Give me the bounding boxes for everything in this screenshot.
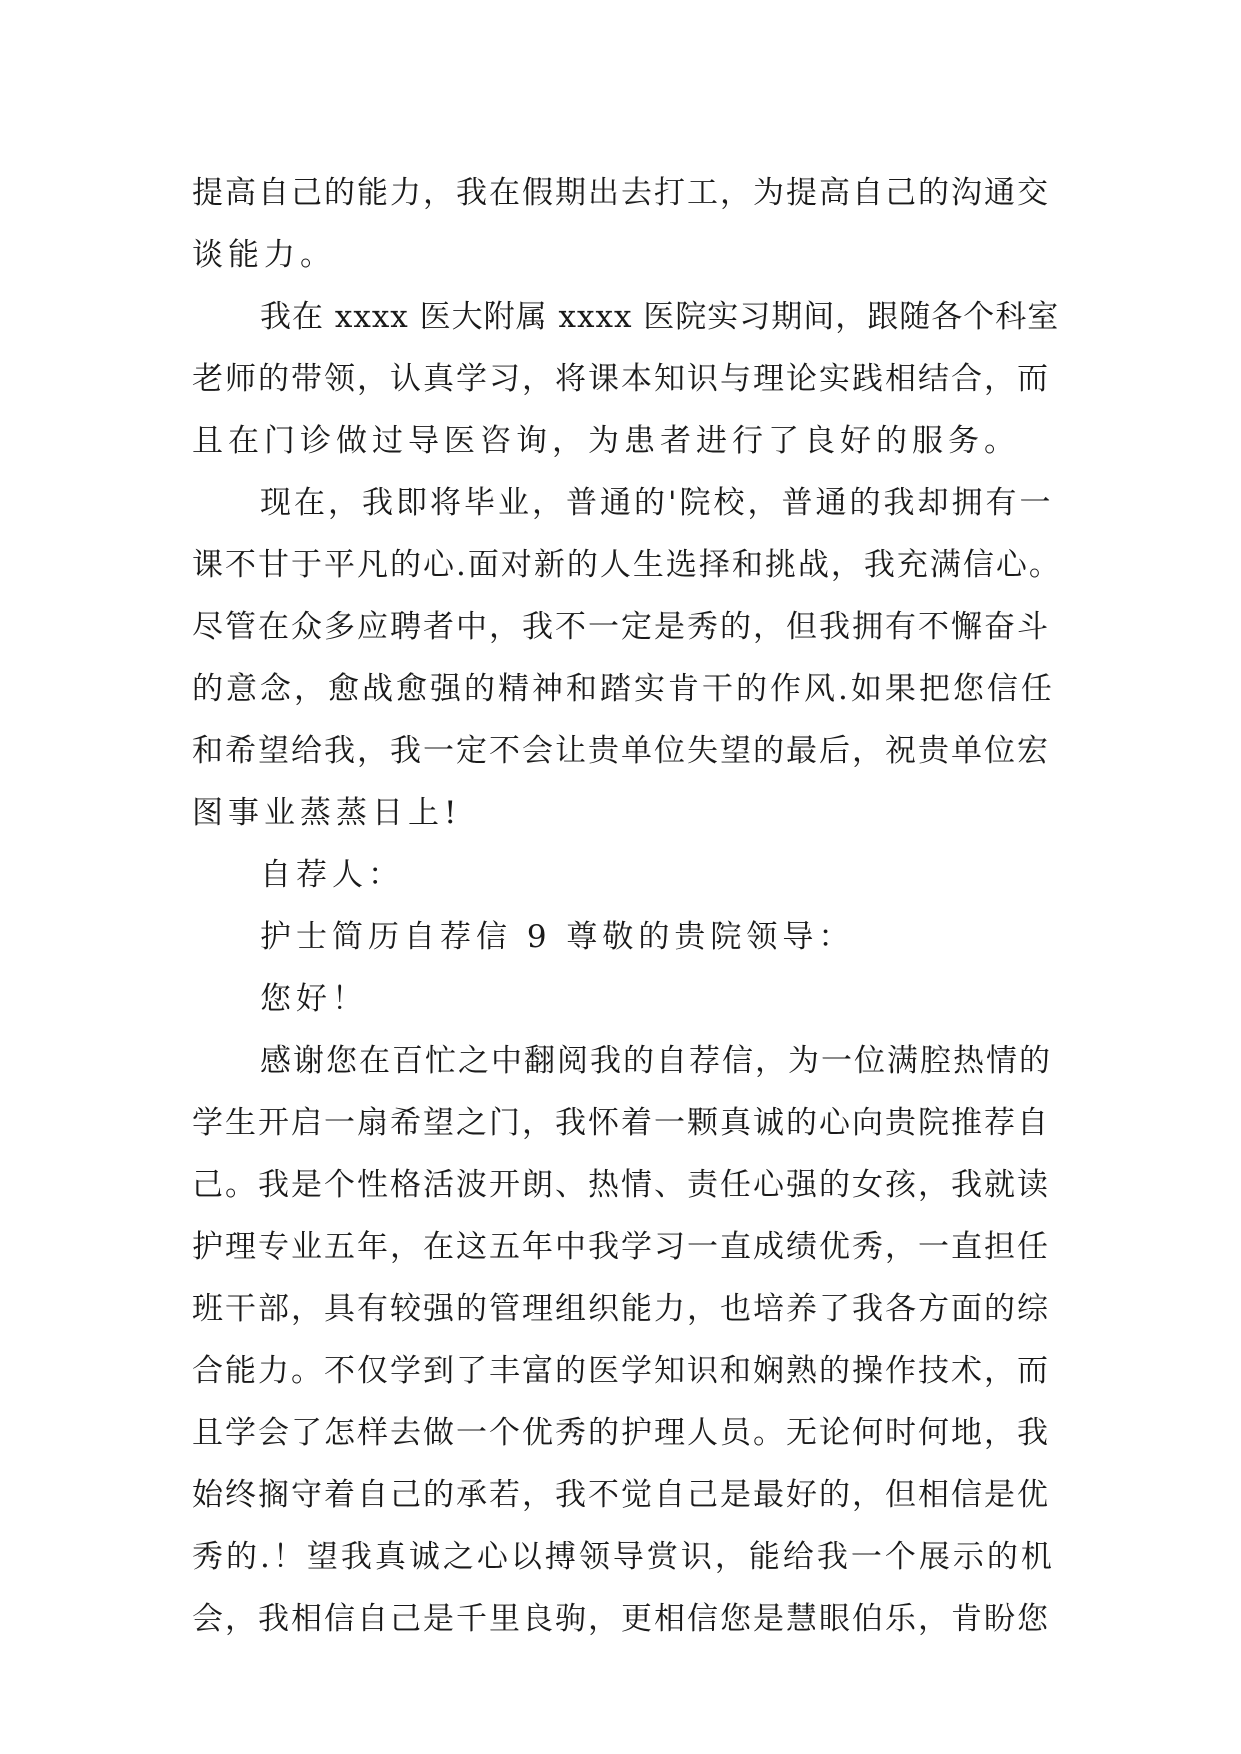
text-line: 始终搁守着自己的承若，我不觉自己是最好的，但相信是优 [192, 1477, 1050, 1513]
text-line: 会，我相信自己是千里良驹，更相信您是慧眼伯乐，肯盼您 [192, 1601, 1050, 1637]
letter-body [192, 162, 1062, 1650]
text-line: 您好！ [260, 981, 368, 1017]
text-line: 护理专业五年，在这五年中我学习一直成绩优秀，一直担任 [192, 1229, 1050, 1265]
text-line: 老师的带领，认真学习，将课本知识与理论实践相结合，而 [192, 361, 1050, 397]
text-line: 图事业蒸蒸日上! [192, 795, 462, 831]
text-line: 自荐人： [260, 857, 404, 893]
text-line: 班干部，具有较强的管理组织能力，也培养了我各方面的综 [192, 1291, 1050, 1327]
text-line: 课不甘于平凡的心.面对新的人生选择和挑战，我充满信心。 [192, 547, 1062, 583]
text-line: 的意念，愈战愈强的精神和踏实肯干的作风.如果把您信任 [192, 671, 1055, 707]
text-line: 秀的.！望我真诚之心以搏领导赏识，能给我一个展示的机 [192, 1539, 1055, 1575]
text-line: 护士简历自荐信 9 尊敬的贵院领导： [260, 919, 855, 955]
text-line: 尽管在众多应聘者中，我不一定是秀的，但我拥有不懈奋斗 [192, 609, 1050, 645]
text-line: 且学会了怎样去做一个优秀的护理人员。无论何时何地，我 [192, 1415, 1050, 1451]
text-line: 合能力。不仅学到了丰富的医学知识和娴熟的操作技术，而 [192, 1353, 1050, 1389]
text-line: 且在门诊做过导医咨询，为患者进行了良好的服务。 [192, 423, 1020, 459]
text-line: 己。我是个性格活波开朗、热情、责任心强的女孩，我就读 [192, 1167, 1050, 1203]
text-line: 提高自己的能力，我在假期出去打工，为提高自己的沟通交 [192, 175, 1050, 211]
text-line: 谈能力。 [192, 237, 336, 273]
text-line: 我在 xxxx 医大附属 xxxx 医院实习期间，跟随各个科室 [260, 299, 1060, 335]
text-line: 感谢您在百忙之中翻阅我的自荐信，为一位满腔热情的 [260, 1043, 1052, 1079]
text-line: 学生开启一扇希望之门，我怀着一颗真诚的心向贵院推荐自 [192, 1105, 1050, 1141]
text-line: 现在，我即将毕业，普通的'院校，普通的我却拥有一 [260, 485, 1054, 521]
text-line: 和希望给我，我一定不会让贵单位失望的最后，祝贵单位宏 [192, 733, 1050, 769]
